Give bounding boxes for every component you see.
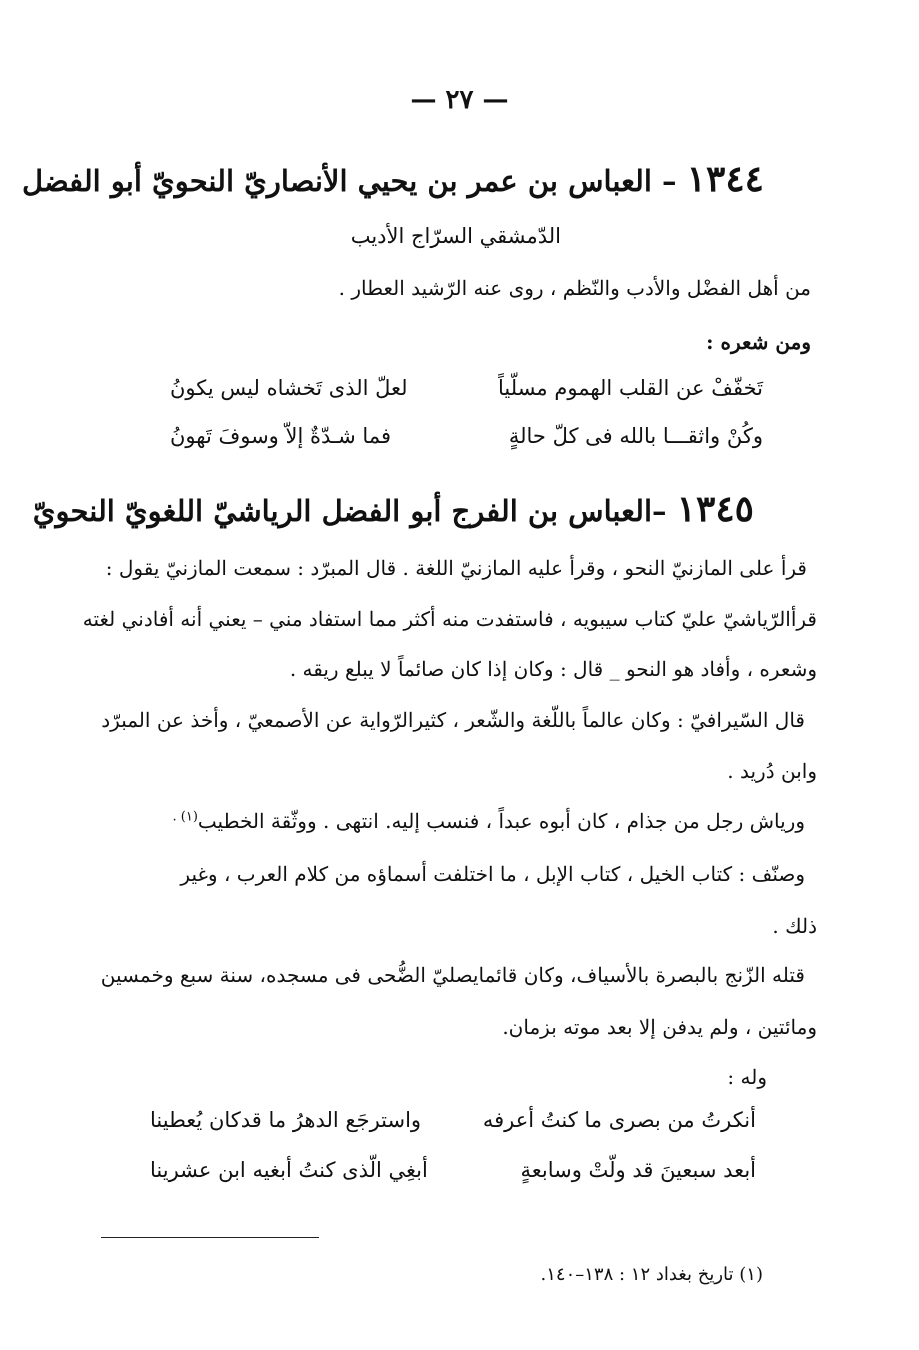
verse-1-first-hemistich: تَخفّفْ عن القلب الهموم مسلّياً (498, 376, 763, 400)
footnote-divider (101, 1237, 319, 1238)
paragraph-line-9: قتله الزّنج بالبصرة بالأسياف، وكان قائمايصليّ الضُّحى فى مسجده، سنة سبع وخمسين (100, 963, 805, 987)
paragraph-line-2: قرأالرّياشيّ عليّ كتاب سيبويه ، فاستفدت منه أكثر مما استفاد مني – يعني أنه أفادني لغته (82, 607, 817, 631)
paragraph-line-8: ذلك . (772, 914, 817, 938)
entry-number: ١٣٤٥ (676, 488, 754, 530)
verse-4-second-hemistich: أبغِي الّذى كنتُ أبغيه ابن عشرينا (150, 1158, 428, 1182)
page-number: — ٢٧ — (410, 85, 509, 115)
verse-intro: ومن شعره : (706, 330, 811, 354)
footnote: (١) تاريخ بغداد ١٢ : ١٣٨–١٤٠. (540, 1264, 763, 1285)
entry-1344-subtitle: الدّمشقي السرّاج الأديب (350, 224, 561, 248)
paragraph-line-10: ومائتين ، ولم يدفن إلا بعد موته بزمان. (502, 1015, 817, 1039)
entry-1345-heading (33, 488, 754, 530)
verse-2-first-hemistich: وكُنْ واثقـــا بالله فى كلّ حالةٍ (508, 424, 763, 448)
footnote-reference: (١) . (172, 809, 198, 825)
verse-3-second-hemistich: واسترجَع الدهرُ ما قدكان يُعطينا (150, 1108, 422, 1132)
verse-intro: وله : (727, 1065, 767, 1089)
verse-4-first-hemistich: أبعد سبعينَ قد ولّتْ وسابعةٍ (520, 1158, 756, 1182)
entry-1344-heading (22, 158, 764, 200)
entry-number: ١٣٤٤ (686, 158, 764, 200)
paragraph-line-5: وابن دُريد . (727, 759, 817, 783)
verse-3-first-hemistich: أنكرتُ من بصرى ما كنتُ أعرفه (482, 1108, 756, 1132)
verse-1-second-hemistich: لعلّ الذى تَخشاه ليس يكونُ (170, 376, 408, 400)
entry-title: – العباس بن عمر بن يحيي الأنصاريّ النحويّ أبو الفضل (22, 164, 677, 198)
entry-1344-text: من أهل الفضْل والأدب والنّظم ، روى عنه الرّشيد العطار . (338, 276, 811, 300)
paragraph-line-4: قال السّيرافيّ : وكان عالماً باللّغة والشّعر ، كثيرالرّواية عن الأصمعيّ ، وأخذ عن المبرّد (101, 708, 805, 732)
paragraph-line-6-text: ورياش رجل من جذام ، كان أبوه عبداً ، فنسب إليه. انتهى . ووثّقة الخطيب (197, 809, 805, 833)
entry-title: –العباس بن الفرج أبو الفضل الرياشيّ اللغويّ النحويّ (32, 494, 667, 528)
paragraph-line-1: قرأ على المازنيّ النحو ، وقرأ عليه المازنيّ اللغة . قال المبرّد : سمعت المازنيّ يقول : (105, 556, 807, 580)
paragraph-line-3: وشعره ، وأفاد هو النحو _ قال : وكان إذا كان صائماً لا يبلع ريقه . (289, 657, 817, 681)
verse-2-second-hemistich: فما شـدّةٌ إلاّ وسوفَ تَهونُ (170, 424, 392, 448)
paragraph-line-7: وصنّف : كتاب الخيل ، كتاب الإبل ، ما اختلفت أسماؤه من كلام العرب ، وغير (180, 862, 805, 886)
paragraph-line-6 (173, 809, 806, 833)
